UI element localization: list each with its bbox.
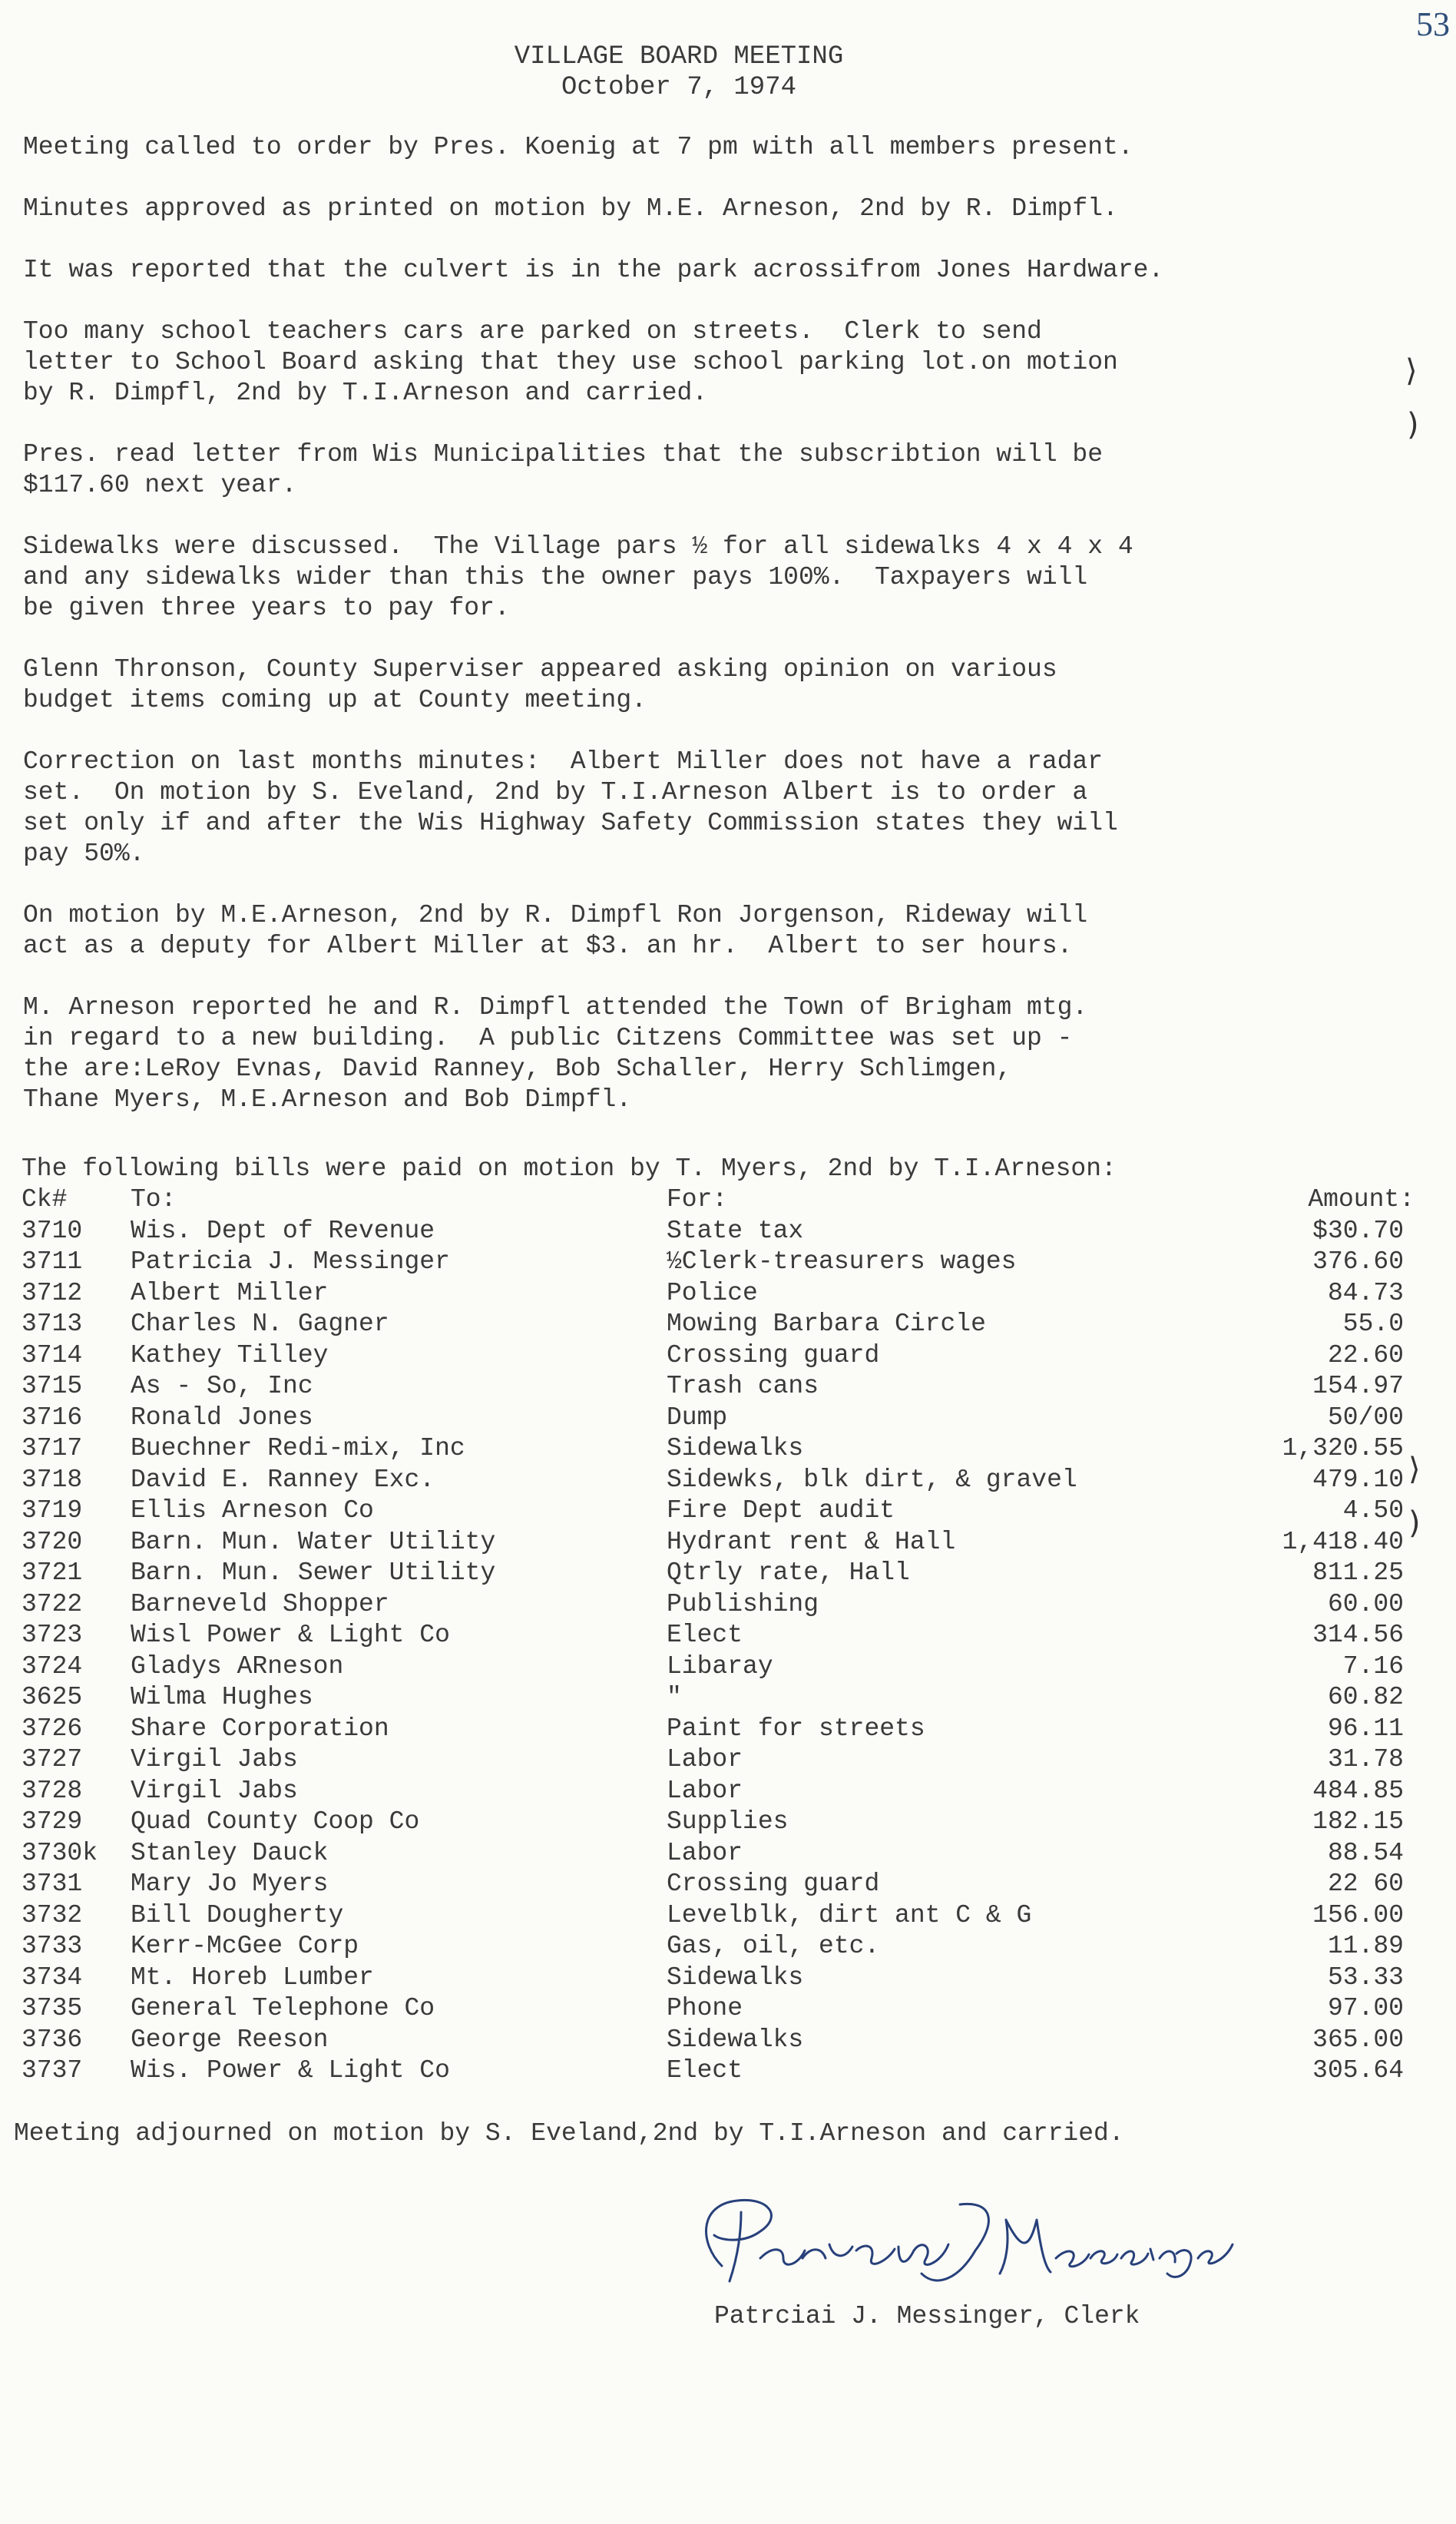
amount: 22.60 [1327, 1340, 1404, 1370]
check-number: 3713 [22, 1310, 83, 1338]
amount: 55.0 [1342, 1310, 1404, 1338]
payee: As - So, Inc [131, 1372, 313, 1400]
check-number: 3715 [22, 1372, 83, 1400]
check-number: 3710 [22, 1216, 83, 1245]
bills-header [22, 1184, 1415, 1216]
payee: Kathey Tilley [131, 1340, 329, 1370]
check-number: 3732 [22, 1900, 83, 1929]
paragraph-deputy: On motion by M.E.Arneson, 2nd by R. Dimpfl Ron Jorgenson, Rideway will act as a deputy for Albert Miller at $3. an hr. Albert to ser hours. [23, 901, 1088, 960]
purpose: Police [667, 1278, 758, 1307]
purpose: Labor [667, 1838, 743, 1867]
table-row [22, 1247, 1404, 1278]
margin-bracket-mark: ⟩ [1405, 353, 1418, 389]
check-number: 3714 [22, 1340, 83, 1370]
amount: 305.64 [1312, 2056, 1404, 2085]
payee: Buechner Redi-mix, Inc [131, 1434, 465, 1462]
table-row [22, 1433, 1404, 1465]
payee: Quad County Coop Co [131, 1807, 420, 1836]
payee: Virgil Jabs [131, 1776, 298, 1805]
purpose: Paint for streets [667, 1714, 925, 1743]
document-header [0, 41, 1358, 103]
table-row [22, 1931, 1404, 1963]
amount: 1,320.55 [1282, 1434, 1404, 1462]
check-number: 3718 [22, 1465, 83, 1494]
amount: 97.00 [1327, 1994, 1404, 2022]
table-row [22, 1993, 1404, 2025]
check-number: 3716 [22, 1403, 83, 1432]
amount: 22 60 [1327, 1870, 1404, 1898]
paragraph-minutes-approved: Minutes approved as printed on motion by M.E. Arneson, 2nd by R. Dimpfl. [23, 194, 1118, 223]
amount: 314.56 [1312, 1621, 1404, 1649]
purpose: Mowing Barbara Circle [667, 1310, 986, 1338]
check-number: 3733 [22, 1932, 83, 1960]
table-row [22, 1403, 1404, 1434]
check-number: 3625 [22, 1683, 83, 1711]
table-row [22, 2055, 1404, 2087]
document-title: VILLAGE BOARD MEETING [514, 42, 844, 71]
check-number: 3721 [22, 1558, 83, 1587]
payee: George Reeson [131, 2025, 329, 2054]
paragraph-culvert: It was reported that the culvert is in the park acrossifrom Jones Hardware. [23, 256, 1164, 284]
check-number: 3711 [22, 1247, 83, 1276]
purpose: Phone [667, 1994, 743, 2022]
table-row [22, 1558, 1404, 1589]
check-number: 3717 [22, 1434, 83, 1462]
bill-rows [22, 1216, 1404, 2087]
purpose: Crossing guard [667, 1870, 880, 1898]
paragraph-parking: Too many school teachers cars are parked on streets. Clerk to send letter to School Board asking that they use school parking lot.on motion by R. Dimpfl, 2nd by T.I.Arneson and carried. [23, 317, 1118, 407]
bills-section [22, 1154, 1415, 2087]
purpose: Levelblk, dirt ant C & G [667, 1900, 1032, 1929]
payee: Kerr-McGee Corp [131, 1932, 359, 1960]
check-number: 3730k [22, 1838, 98, 1867]
check-number: 3735 [22, 1994, 83, 2022]
purpose: Libaray [667, 1651, 773, 1681]
amount: 365.00 [1312, 2025, 1404, 2054]
amount: 182.15 [1312, 1807, 1404, 1836]
table-row [22, 1900, 1404, 1932]
payee: Ellis Arneson Co [131, 1496, 374, 1525]
table-row [22, 1682, 1404, 1714]
payee: Ronald Jones [131, 1403, 313, 1432]
paragraph-call-to-order: Meeting called to order by Pres. Koenig at 7 pm with all members present. [23, 133, 1133, 161]
header-purpose: For: [667, 1185, 728, 1214]
payee: Bill Dougherty [131, 1900, 344, 1929]
table-row [22, 1776, 1404, 1807]
signature [668, 2174, 1236, 2304]
payee: Patricia J. Messinger [131, 1247, 450, 1276]
check-number: 3734 [22, 1963, 83, 1992]
payee: Barn. Mun. Sewer Utility [131, 1558, 496, 1587]
purpose: Supplies [667, 1807, 789, 1836]
minutes-body [23, 132, 1436, 1146]
payee: Mary Jo Myers [131, 1870, 329, 1898]
payee: General Telephone Co [131, 1994, 435, 2022]
payee: Barn. Mun. Water Utility [131, 1527, 496, 1556]
table-row [22, 1340, 1404, 1372]
table-row [22, 1838, 1404, 1870]
amount: 84.73 [1327, 1278, 1404, 1307]
page-number: 53 [1416, 5, 1450, 43]
check-number: 3728 [22, 1776, 83, 1805]
purpose: Elect [667, 1621, 743, 1649]
purpose: Sidewalks [667, 2025, 804, 2054]
payee: Gladys ARneson [131, 1651, 344, 1681]
purpose: Hydrant rent & Hall [667, 1527, 956, 1556]
header-amount: Amount: [1308, 1185, 1415, 1214]
purpose: Sidewks, blk dirt, & gravel [667, 1465, 1077, 1494]
purpose: Publishing [667, 1589, 819, 1618]
check-number: 3727 [22, 1745, 83, 1774]
table-row [22, 1807, 1404, 1838]
amount: 154.97 [1312, 1372, 1404, 1400]
table-row [22, 1309, 1404, 1340]
purpose: Crossing guard [667, 1340, 880, 1370]
payee: Wisl Power & Light Co [131, 1621, 450, 1649]
check-number: 3719 [22, 1496, 83, 1525]
paragraph-subscription: Pres. read letter from Wis Municipalities that the subscribtion will be $117.60 next year. [23, 440, 1104, 499]
bills-intro: The following bills were paid on motion by T. Myers, 2nd by T.I.Arneson: [22, 1154, 1117, 1183]
table-row [22, 1963, 1404, 1994]
table-row [22, 1496, 1404, 1527]
purpose: Labor [667, 1776, 743, 1805]
amount: 7.16 [1342, 1651, 1404, 1681]
amount: 156.00 [1312, 1900, 1404, 1929]
purpose: Dump [667, 1403, 728, 1432]
payee: David E. Ranney Exc. [131, 1465, 435, 1494]
paragraph-sidewalks: Sidewalks were discussed. The Village pars ½ for all sidewalks 4 x 4 x 4 and any sidewalks wider than this the owner pays 100%. Taxpayers will be given three years to pay for. [23, 532, 1133, 622]
purpose: Sidewalks [667, 1434, 804, 1462]
amount: 376.60 [1312, 1247, 1404, 1276]
header-check-number: Ck# [22, 1185, 68, 1214]
table-row [22, 1651, 1404, 1683]
amount: 811.25 [1312, 1558, 1404, 1587]
table-row [22, 1714, 1404, 1745]
payee: Mt. Horeb Lumber [131, 1963, 374, 1992]
signer-name: Patrciai J. Messinger, Clerk [714, 2302, 1140, 2330]
purpose: Fire Dept audit [667, 1496, 895, 1525]
purpose: Sidewalks [667, 1963, 804, 1992]
check-number: 3737 [22, 2056, 83, 2085]
payee: Wis. Dept of Revenue [131, 1216, 435, 1245]
meeting-date: October 7, 1974 [561, 73, 797, 102]
purpose: Elect [667, 2056, 743, 2085]
amount: 484.85 [1312, 1776, 1404, 1805]
purpose: State tax [667, 1216, 804, 1245]
payee: Albert Miller [131, 1278, 329, 1307]
amount: $30.70 [1312, 1216, 1404, 1245]
table-row [22, 1589, 1404, 1621]
check-number: 3720 [22, 1527, 83, 1556]
payee: Virgil Jabs [131, 1745, 298, 1774]
payee: Wilma Hughes [131, 1683, 313, 1711]
amount: 479.10 [1312, 1465, 1404, 1494]
check-number: 3712 [22, 1278, 83, 1307]
amount: 50/00 [1327, 1403, 1404, 1432]
purpose: Labor [667, 1745, 743, 1774]
table-row [22, 1869, 1404, 1900]
amount: 88.54 [1327, 1838, 1404, 1867]
margin-bracket-mark: ) [1407, 407, 1419, 442]
margin-bracket-mark: ) [1408, 1505, 1421, 1541]
payee: Charles N. Gagner [131, 1310, 389, 1338]
check-number: 3722 [22, 1589, 83, 1618]
purpose: " [667, 1683, 682, 1711]
amount: 1,418.40 [1282, 1527, 1404, 1556]
paragraph-county-supervisor: Glenn Thronson, County Superviser appeared asking opinion on various budget items coming up at County meeting. [23, 655, 1057, 714]
check-number: 3731 [22, 1870, 83, 1898]
paragraph-correction: Correction on last months minutes: Albert Miller does not have a radar set. On motion by S. Eveland, 2nd by T.I.Arneson Albert is to order a set only if and after the Wis Highway Safety Commission states they will pay 50%. [23, 747, 1118, 868]
signature-stroke [706, 2200, 1233, 2281]
amount: 4.50 [1342, 1496, 1404, 1525]
table-row [22, 2025, 1404, 2056]
table-row [22, 1371, 1404, 1403]
table-row [22, 1744, 1404, 1776]
check-number: 3729 [22, 1807, 83, 1836]
paragraph-committee: M. Arneson reported he and R. Dimpfl attended the Town of Brigham mtg. in regard to a new building. A public Citzens Committee was set up - the are:LeRoy Evnas, David Ranney, Bob Schaller, Herry Schlimgen, Thane Myers, M.E.Arneson and Bob Dimpfl. [23, 993, 1088, 1114]
amount: 96.11 [1327, 1714, 1404, 1743]
amount: 60.00 [1327, 1589, 1404, 1618]
amount: 31.78 [1327, 1745, 1404, 1774]
purpose: ½Clerk-treasurers wages [667, 1247, 1017, 1276]
table-row [22, 1527, 1404, 1558]
margin-bracket-mark: ⟩ [1408, 1452, 1421, 1487]
payee: Barneveld Shopper [131, 1589, 389, 1618]
table-row [22, 1620, 1404, 1651]
adjournment: Meeting adjourned on motion by S. Eveland,2nd by T.I.Arneson and carried. [14, 2119, 1124, 2148]
payee: Share Corporation [131, 1714, 389, 1743]
purpose: Qtrly rate, Hall [667, 1558, 910, 1587]
payee: Stanley Dauck [131, 1838, 329, 1867]
header-payee: To: [131, 1185, 177, 1214]
check-number: 3726 [22, 1714, 83, 1743]
table-row [22, 1278, 1404, 1310]
check-number: 3723 [22, 1621, 83, 1649]
purpose: Gas, oil, etc. [667, 1932, 880, 1960]
amount: 53.33 [1327, 1963, 1404, 1992]
payee: Wis. Power & Light Co [131, 2056, 450, 2085]
table-row [22, 1216, 1404, 1247]
check-number: 3736 [22, 2025, 83, 2054]
amount: 60.82 [1327, 1683, 1404, 1711]
check-number: 3724 [22, 1651, 83, 1681]
table-row [22, 1465, 1404, 1496]
amount: 11.89 [1327, 1932, 1404, 1960]
purpose: Trash cans [667, 1372, 819, 1400]
